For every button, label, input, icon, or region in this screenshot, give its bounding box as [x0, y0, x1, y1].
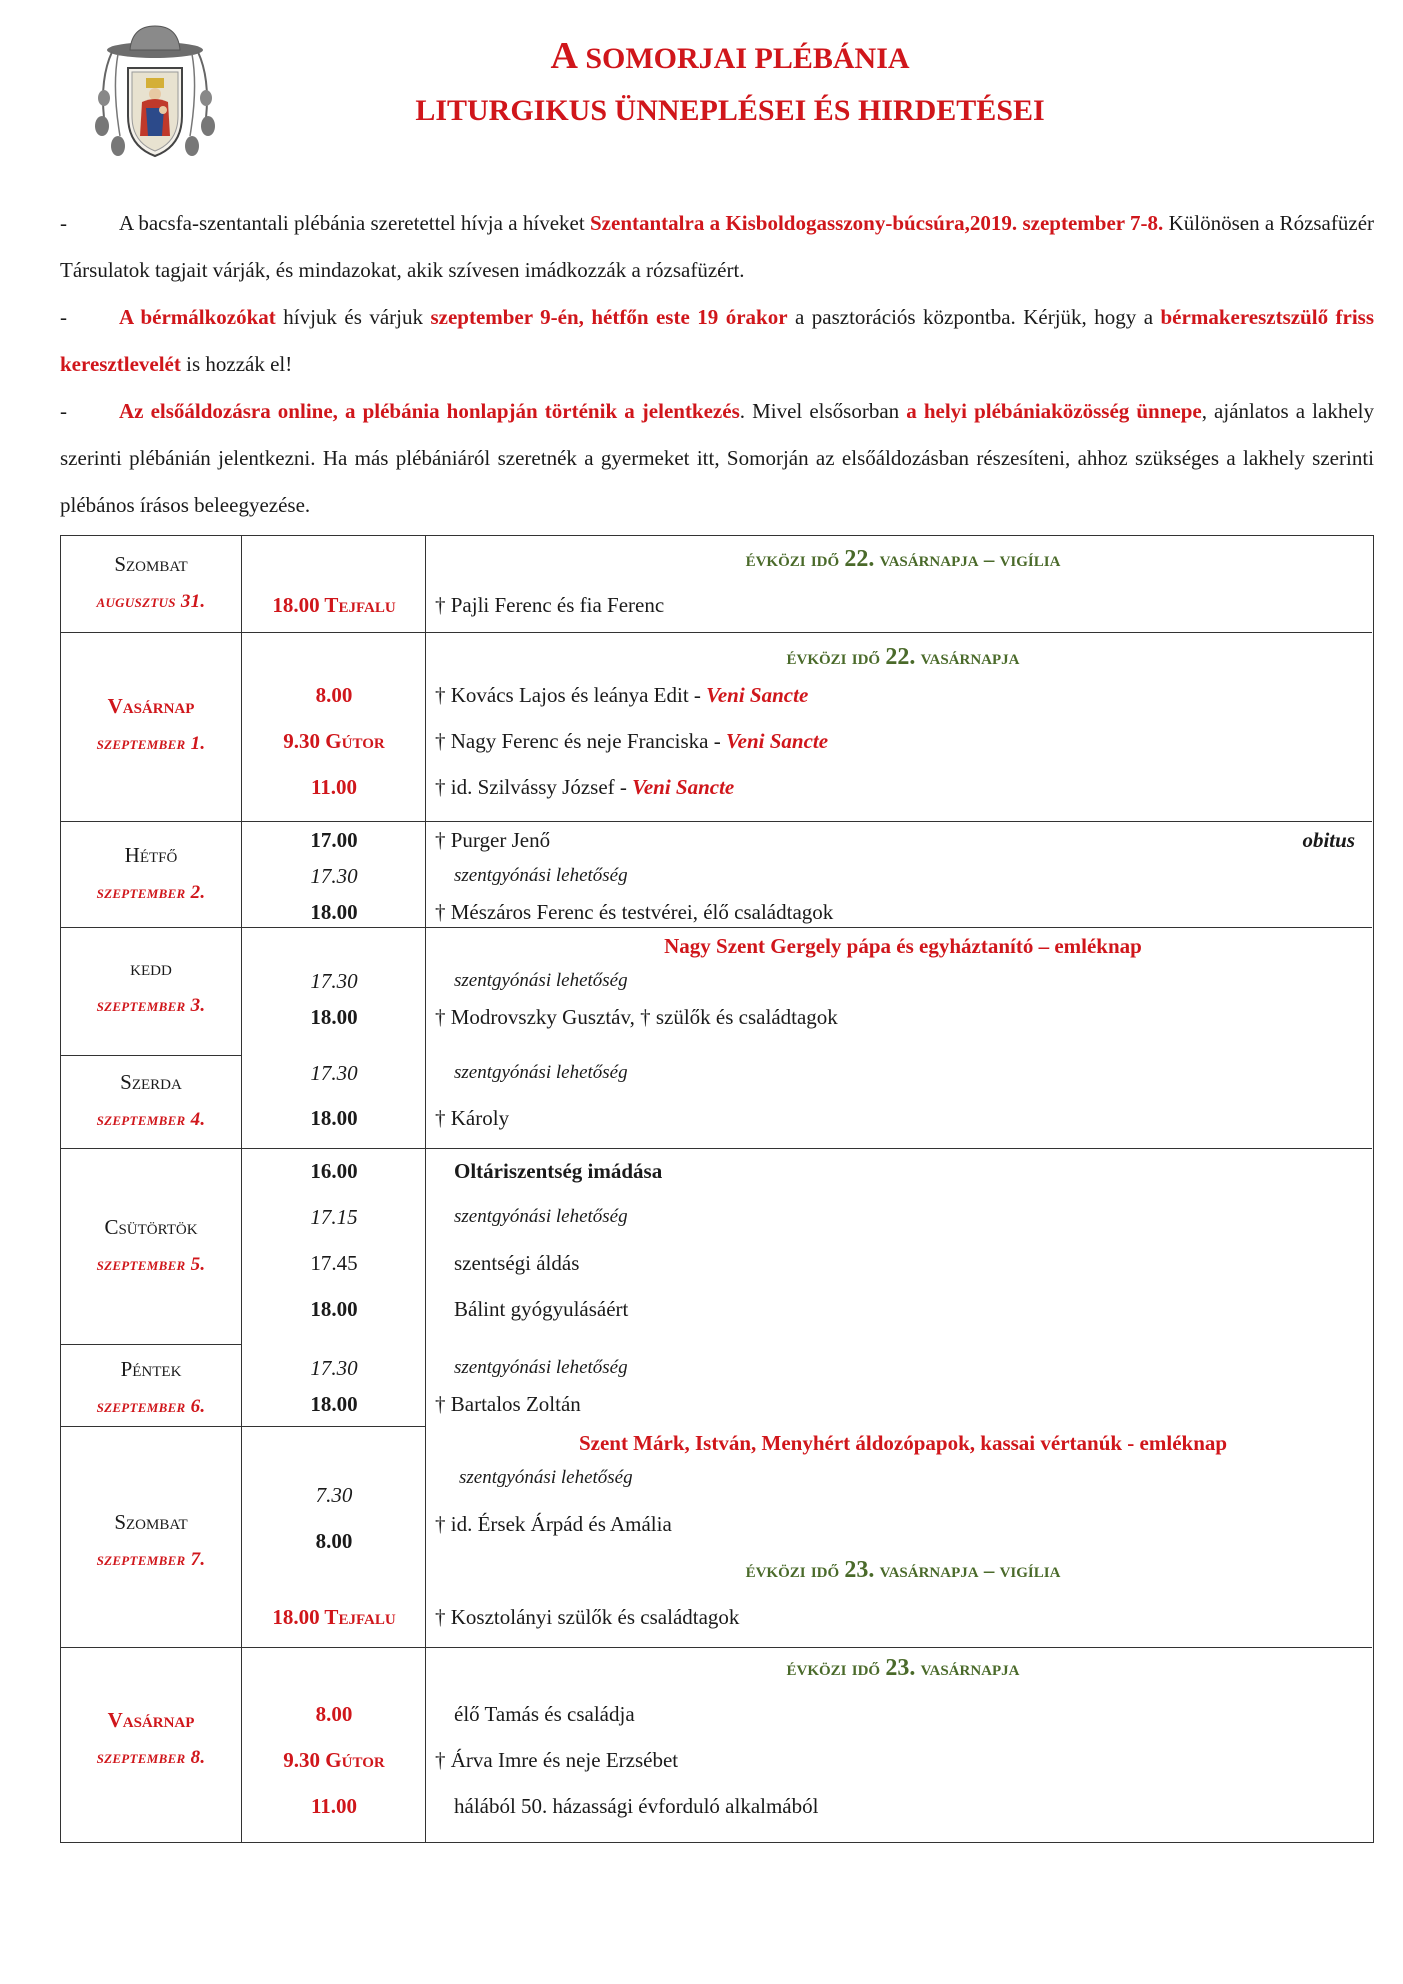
mass-intention: † Pajli Ferenc és fia Ferenc [435, 593, 665, 617]
announcement-3 [60, 388, 1374, 529]
mass-intention: † id. Érsek Árpád és Amália [435, 1512, 672, 1536]
mass-time: 8.00 [315, 1702, 353, 1726]
announcements [60, 200, 1374, 529]
confession-text: szentgyónási lehetőség [454, 970, 628, 991]
intention-text: † Nagy Ferenc és neje Franciska - [435, 729, 726, 753]
day-name: Hétfő [124, 843, 178, 867]
veni-sancte: Veni Sancte [632, 775, 735, 799]
mass-time: 8.00 [315, 683, 353, 707]
mass-time: 18.00 [310, 900, 358, 924]
heading-text: vasárnapja [915, 645, 1020, 669]
confession-time: 17.30 [310, 969, 358, 993]
title-rest: SOMORJAI PLÉBÁNIA [585, 42, 910, 75]
heading-text: évközi idő [745, 547, 845, 571]
mass-time: 9.30 Gútor [283, 729, 385, 753]
row-divider [61, 1055, 241, 1056]
veni-sancte: Veni Sancte [706, 683, 809, 707]
row-divider [61, 1148, 1372, 1149]
highlight: bérmakeresztszülő friss keresztlevelét [60, 305, 1375, 376]
text: hívjuk és várjuk [275, 305, 431, 329]
confession-time: 17.30 [310, 1061, 358, 1085]
mass-intention [435, 772, 1355, 802]
mass-time: 17.00 [310, 828, 358, 852]
highlight: Az elsőáldozásra online, a plébánia honlapján történik a jelentkezés [119, 399, 740, 423]
text: . Mivel elsősorban [739, 399, 907, 423]
text: Különösen a Rózsafüzér Társulatok tagjait várják, és mindazokat, akik szívesen imádkozzák a rózsafüzért. [60, 211, 1375, 282]
row-divider [61, 1426, 425, 1427]
bullet-dash: - [60, 399, 67, 423]
mass-time: 18.00 [310, 1106, 358, 1130]
confession-time: 17.30 [310, 864, 358, 888]
mass-time: 11.00 [310, 775, 358, 799]
day-date: szeptember 6. [96, 1396, 206, 1417]
confession-time: 7.30 [315, 1483, 353, 1507]
confession-text: szentgyónási lehetőség [454, 1357, 628, 1378]
liturgical-heading [431, 642, 1375, 672]
day-date: szeptember 1. [96, 733, 206, 754]
mass-time: 18.00 Tejfalu [272, 593, 396, 617]
day-cell-friday-sep6 [61, 1351, 241, 1425]
day-date: szeptember 2. [96, 882, 206, 903]
mass-time: 18.00 [310, 1392, 358, 1416]
parish-crest-logo [80, 18, 230, 168]
day-date: szeptember 4. [96, 1109, 206, 1130]
day-name: Szombat [114, 552, 188, 576]
heading-text: évközi idő [786, 1656, 886, 1680]
day-date: szeptember 8. [96, 1747, 206, 1768]
highlight: a helyi plébániaközösség ünnepe [906, 399, 1202, 423]
row-divider [61, 821, 1372, 822]
heading-text: vasárnapja [915, 1656, 1020, 1680]
mass-time: 18.00 Tejfalu [272, 1605, 396, 1629]
row-divider [61, 927, 1372, 928]
feast-heading: Nagy Szent Gergely pápa és egyháztanító – emléknap [664, 934, 1142, 958]
day-date: szeptember 7. [96, 1549, 206, 1570]
title-capital: A [550, 35, 576, 77]
liturgical-heading [431, 1555, 1375, 1585]
highlight: Szentantalra a Kisboldogasszony-búcsúra,2019. szeptember 7-8. [590, 211, 1164, 235]
day-cell-thursday-sep5 [61, 1209, 241, 1283]
row-divider [61, 632, 1372, 633]
announcement-2 [60, 294, 1374, 388]
event-time: 17.45 [310, 1251, 358, 1275]
heading-text: évközi idő [786, 645, 886, 669]
mass-intention: † Kosztolányi szülők és családtagok [435, 1605, 740, 1629]
day-cell-wednesday-sep4 [61, 1064, 241, 1138]
intention-text: † Kovács Lajos és leánya Edit - [435, 683, 707, 707]
mass-intention: hálából 50. házassági évforduló alkalmából [454, 1794, 819, 1818]
mass-time: 18.00 [310, 1297, 358, 1321]
row-divider [61, 1344, 241, 1345]
confession-text: szentgyónási lehetőség [459, 1467, 633, 1488]
mass-intention: élő Tamás és családja [454, 1702, 635, 1726]
confession-text: szentgyónási lehetőség [454, 1206, 628, 1227]
day-date: augusztus 31. [96, 591, 206, 612]
liturgical-heading [431, 544, 1375, 574]
mass-schedule-table [60, 535, 1374, 1843]
bullet-dash: - [60, 211, 67, 235]
feast-heading: Szent Márk, István, Menyhért áldozópapok, kassai vértanúk - emléknap [578, 1431, 1228, 1455]
mass-time: 11.00 [310, 1794, 358, 1818]
day-name: kedd [130, 956, 172, 980]
heading-text: vasárnapja – vigília [874, 1558, 1061, 1582]
text: , ajánlatos a lakhely szerinti plébánián jelentkezni. Ha más plébániáról szeretnék a gyermeket itt, Somorján az elsőáldozásban részesíteni, ahhoz szükséges a lakhely szerinti plébános írásos beleegyezése. [60, 399, 1374, 517]
highlight: szeptember 9-én, hétfőn este 19 órakor [430, 305, 788, 329]
intention-text: † id. Szilvássy József - [435, 775, 633, 799]
heading-number: 23. [844, 1557, 875, 1583]
day-name: Vasárnap [107, 694, 195, 718]
page-title-line-2: LITURGIKUS ÜNNEPLÉSEI ÉS HIRDETÉSEI [415, 94, 1045, 127]
row-divider [61, 1647, 1372, 1648]
liturgical-heading [431, 1653, 1375, 1683]
bullet-dash: - [60, 305, 67, 329]
confession-text: szentgyónási lehetőség [454, 1062, 628, 1083]
day-name: Vasárnap [107, 1708, 195, 1732]
mass-intention: † Purger Jenő [435, 828, 551, 852]
mass-intention: † Bartalos Zoltán [435, 1392, 581, 1416]
text: A bacsfa-szentantali plébánia szeretettel hívja a híveket [119, 211, 590, 235]
heading-number: 23. [885, 1655, 916, 1681]
mass-intention: † Károly [435, 1106, 510, 1130]
obitus-note: obitus [1302, 828, 1355, 852]
day-cell-saturday-aug31 [61, 546, 241, 620]
heading-number: 22. [844, 546, 875, 572]
veni-sancte: Veni Sancte [725, 729, 829, 753]
mass-intention: † Modrovszky Gusztáv, † szülők és családtagok [435, 1005, 838, 1029]
page-title-line-1 [330, 34, 1130, 78]
day-cell-saturday-sep7 [61, 1504, 241, 1578]
text: a pasztorációs központba. Kérjük, hogy a [787, 305, 1161, 329]
highlight: A bérmálkozókat [119, 305, 276, 329]
day-cell-sunday-sep8 [61, 1702, 241, 1776]
confession-time: 17.15 [310, 1205, 358, 1229]
day-cell-tuesday-sep3 [61, 950, 241, 1024]
heading-text: évközi idő [745, 1558, 845, 1582]
day-name: Szerda [120, 1070, 182, 1094]
mass-intention: Bálint gyógyulásáért [454, 1297, 629, 1321]
mass-intention [435, 680, 1355, 710]
heading-number: 22. [885, 644, 916, 670]
day-name: Csütörtök [104, 1215, 198, 1239]
text: is hozzák el! [180, 352, 293, 376]
event-time: 16.00 [310, 1159, 358, 1183]
heading-text: vasárnapja – vigília [874, 547, 1061, 571]
mass-time: 9.30 Gútor [283, 1748, 385, 1772]
day-cell-monday-sep2 [61, 837, 241, 911]
mass-time: 18.00 [310, 1005, 358, 1029]
confession-text: szentgyónási lehetőség [454, 865, 628, 886]
day-name: Szombat [114, 1510, 188, 1534]
confession-time: 17.30 [310, 1356, 358, 1380]
day-cell-sunday-sep1 [61, 688, 241, 762]
day-date: szeptember 5. [96, 1254, 206, 1275]
mass-time: 8.00 [315, 1529, 353, 1553]
announcement-1 [60, 200, 1374, 294]
adoration-text: Oltáriszentség imádása [454, 1159, 663, 1183]
blessing-text: szentségi áldás [454, 1251, 580, 1275]
mass-intention [435, 726, 1355, 756]
mass-intention: † Mészáros Ferenc és testvérei, élő családtagok [435, 900, 834, 924]
mass-intention: † Árva Imre és neje Erzsébet [435, 1748, 679, 1772]
day-date: szeptember 3. [96, 995, 206, 1016]
day-name: Péntek [120, 1357, 182, 1381]
